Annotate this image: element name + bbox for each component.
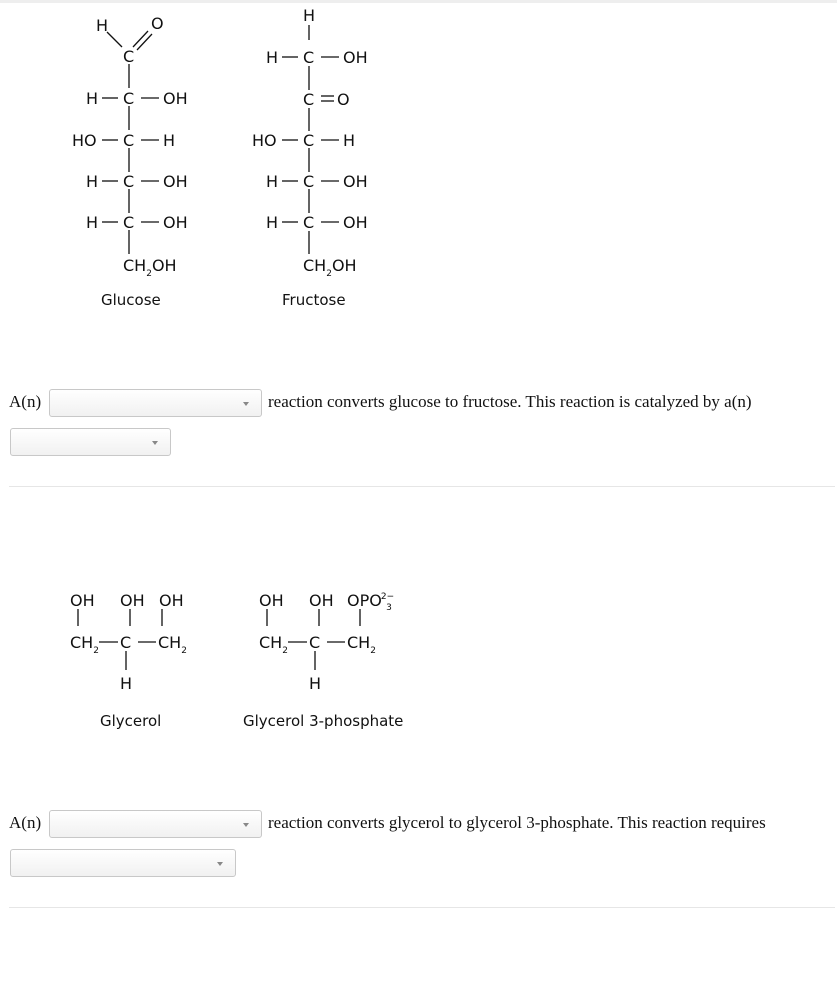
fructose-r5-c: C	[303, 213, 315, 232]
q2-middle-text: reaction converts glycerol to glycerol 3-phosphate. This reaction requires	[268, 813, 766, 832]
glycerol-oh3: OH	[159, 591, 184, 610]
fructose-r5-right: OH	[343, 213, 368, 232]
glucose-r5-right: OH	[163, 213, 188, 232]
glycerol-ch2-right-sub: 2	[181, 646, 187, 656]
fructose-r3-left: HO	[252, 131, 277, 150]
fructose-r4-left: H	[266, 172, 279, 191]
fructose-r4-right: OH	[343, 172, 368, 191]
glycerol3p-c-mid: C	[309, 633, 321, 652]
glucose-h-top: H	[96, 16, 109, 35]
glucose-caption: Glucose	[101, 291, 161, 309]
glycerol-ch2-left-ch: CH	[70, 633, 94, 652]
glucose-o-top: O	[151, 14, 164, 33]
glycerol-ch2-left	[70, 633, 99, 656]
glycerol3p-caption: Glycerol 3-phosphate	[243, 712, 404, 730]
glycerol-structure	[60, 585, 220, 695]
glycerol3p-ch2-left-sub: 2	[282, 646, 288, 656]
glucose-ch2oh	[123, 256, 177, 279]
glycerol3p-ch2-right-sub: 2	[370, 646, 376, 656]
glucose-r4-right: OH	[163, 172, 188, 191]
chevron-down-icon	[243, 823, 249, 827]
glucose-c1: C	[123, 47, 135, 66]
glycerol-ch2-right-ch: CH	[158, 633, 182, 652]
glycerol-ch2-right	[158, 633, 187, 656]
glycerol3p-h-bottom: H	[309, 674, 322, 693]
fructose-ch2oh	[303, 256, 357, 279]
fructose-caption: Fructose	[282, 291, 346, 309]
glucose-r4-left: H	[86, 172, 99, 191]
glycerol3p-ch2-left	[259, 633, 288, 656]
top-border	[0, 0, 837, 3]
fructose-r3-right: H	[343, 131, 356, 150]
fructose-ch2oh-ch: CH	[303, 256, 327, 275]
glucose-r5-left: H	[86, 213, 99, 232]
q2-prefix: A(n)	[9, 813, 42, 832]
fructose-r1-c: C	[303, 48, 315, 67]
fructose-c2-o: O	[337, 90, 350, 109]
fructose-r3-c: C	[303, 131, 315, 150]
q1-catalyst-select[interactable]	[10, 428, 171, 456]
fructose-bonds	[240, 0, 400, 300]
glycerol-ch2-left-sub: 2	[93, 646, 99, 656]
glucose-r2-left: H	[86, 89, 99, 108]
glycerol-caption: Glycerol	[100, 712, 162, 730]
glucose-structure	[60, 10, 210, 310]
glycerol-oh2: OH	[120, 591, 145, 610]
glucose-r2-right: OH	[163, 89, 188, 108]
glycerol3p-ch2-right	[347, 633, 376, 656]
glycerol3p-oh1: OH	[259, 591, 284, 610]
glycerol3p-oh2: OH	[309, 591, 334, 610]
glucose-ch2oh-oh: OH	[151, 256, 177, 275]
q1-middle-text: reaction converts glucose to fructose. This reaction is catalyzed by a(n)	[268, 392, 752, 411]
glucose-ch2oh-sub: 2	[146, 269, 152, 279]
q1-prefix: A(n)	[9, 392, 42, 411]
fructose-r4-c: C	[303, 172, 315, 191]
glycerol-h-bottom: H	[120, 674, 133, 693]
fructose-ch2oh-sub: 2	[326, 269, 332, 279]
chevron-down-icon	[152, 441, 158, 445]
section-divider	[9, 907, 835, 908]
section-divider	[9, 486, 835, 487]
glucose-r3-c: C	[123, 131, 135, 150]
glucose-r3-right: H	[163, 131, 176, 150]
glycerol3p-opo-charge: 2−	[380, 592, 395, 602]
glucose-r3-left: HO	[72, 131, 97, 150]
glycerol3p-structure	[249, 585, 419, 695]
glucose-r5-c: C	[123, 213, 135, 232]
glycerol3p-ch2-left-ch: CH	[259, 633, 283, 652]
chevron-down-icon	[243, 402, 249, 406]
fructose-ch2oh-oh: OH	[331, 256, 357, 275]
glycerol3p-opo: OPO	[347, 591, 382, 610]
q2-reaction-type-select[interactable]	[49, 810, 262, 838]
glucose-r4-c: C	[123, 172, 135, 191]
glycerol3p-opo-sub: 3	[386, 603, 392, 613]
fructose-r1-left: H	[266, 48, 279, 67]
q2-requirement-select[interactable]	[10, 849, 236, 877]
fructose-r5-left: H	[266, 213, 279, 232]
fructose-structure	[240, 0, 400, 300]
fructose-c2: C	[303, 90, 315, 109]
glucose-ch2oh-ch: CH	[123, 256, 147, 275]
glycerol-c-mid: C	[120, 633, 132, 652]
q1-reaction-type-select[interactable]	[49, 389, 262, 417]
glucose-r2-c: C	[123, 89, 135, 108]
fructose-r1-right: OH	[343, 48, 368, 67]
fructose-h-top: H	[303, 6, 316, 25]
glycerol3p-ch2-right-ch: CH	[347, 633, 371, 652]
glycerol-oh1: OH	[70, 591, 95, 610]
glycerol3p-opo3	[347, 591, 395, 613]
chevron-down-icon	[217, 862, 223, 866]
